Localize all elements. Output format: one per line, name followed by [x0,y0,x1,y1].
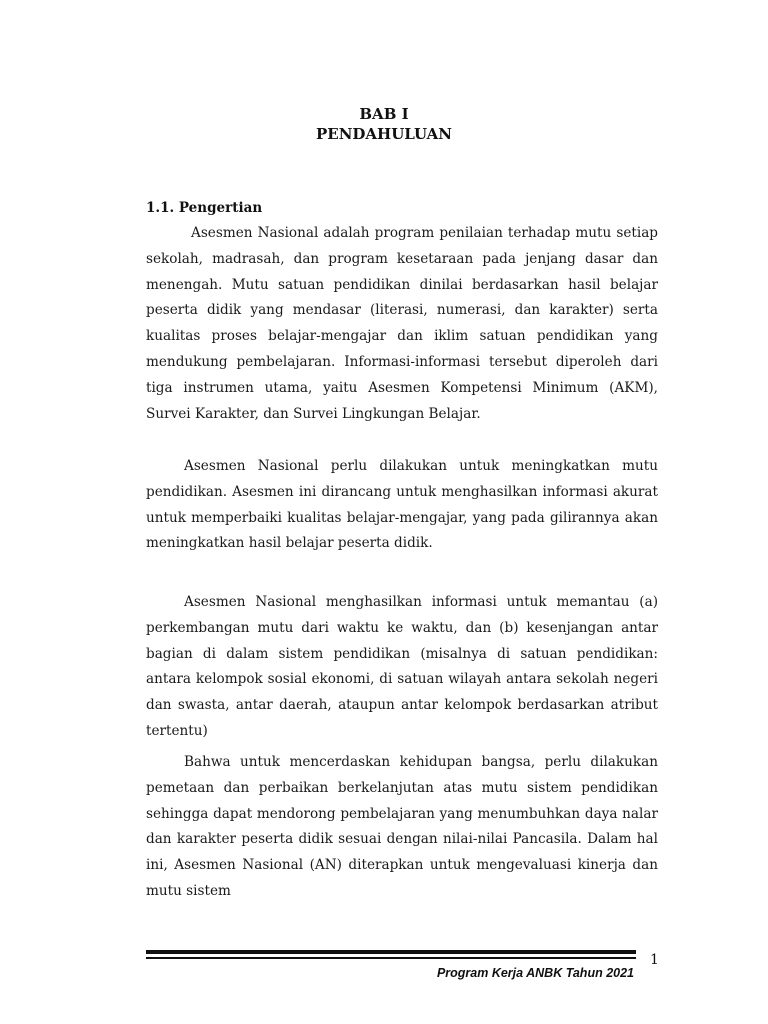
footer-divider [146,950,636,959]
page-number: 1 [650,952,659,968]
section-heading: 1.1. Pengertian [146,200,263,216]
footer-rule-thin [146,957,636,959]
paragraph-4: Bahwa untuk mencerdaskan kehidupan bangsa, perlu dilakukan pemetaan dan perbaikan berkelanjutan atas mutu sistem pendidikan sehingga dapat mendorong pembelajaran yang menumbuhkan daya nalar dan karakter peserta didik sesuai dengan nilai-nilai Pancasila. Dalam hal ini, Asesmen Nasional (AN) diterapkan untuk mengevaluasi kinerja dan mutu sistem [146,754,658,899]
chapter-title: PENDAHULUAN [315,125,453,143]
footer-rule-thick [146,950,636,954]
paragraph-1: Asesmen Nasional adalah program penilaian terhadap mutu setiap sekolah, madrasah, dan program kesetaraan pada jenjang dasar dan menengah. Mutu satuan pendidikan dinilai berdasarkan hasil belajar peserta didik yang mendasar (literasi, numerasi, dan karakter) serta kualitas proses belajar-mengajar dan iklim satuan pendidikan yang mendukung pembelajaran. Informasi-informasi tersebut diperoleh dari tiga instrumen utama, yaitu Asesmen Kompetensi Minimum (AKM), Survei Karakter, dan Survei Lingkungan Belajar. [146,225,658,422]
footer-text: Program Kerja ANBK Tahun 2021 [436,966,634,980]
chapter-number: BAB I [359,105,409,123]
paragraph-2: Asesmen Nasional perlu dilakukan untuk meningkatkan mutu pendidikan. Asesmen ini dirancang untuk menghasilkan informasi akurat untuk memperbaiki kualitas belajar-mengajar, yang pada gilirannya akan meningkatkan hasil belajar peserta didik. [146,458,658,552]
paragraph-3: Asesmen Nasional menghasilkan informasi untuk memantau (a) perkembangan mutu dari waktu ke waktu, dan (b) kesenjangan antar bagian di dalam sistem pendidikan (misalnya di satuan pendidikan: antara kelompok sosial ekonomi, di satuan wilayah antara sekolah negeri dan swasta, antar daerah, ataupun antar kelompok berdasarkan atribut tertentu) [146,594,658,739]
